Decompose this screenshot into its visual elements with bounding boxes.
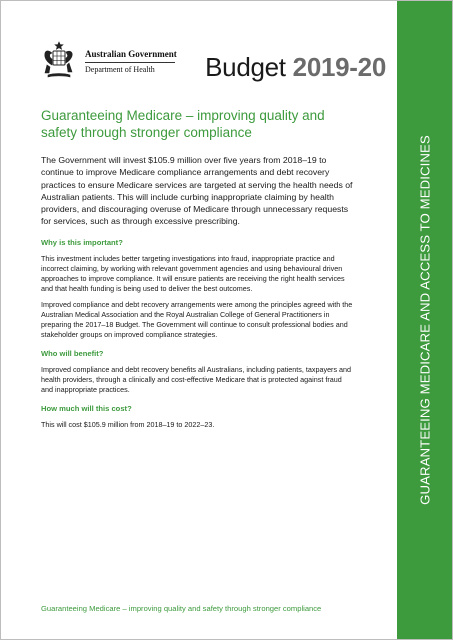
why-paragraph-2: Improved compliance and debt recovery arrangements were among the principles agreed with the Australian Medical Association and the Royal Australian College of General Practitioners in preparing the 2017–18 Budget. The Government will continue to consult professional bodies and stakeholder groups on improved compliance strategies. (41, 299, 353, 339)
cost-paragraph: This will cost $105.9 million from 2018–19 to 2022–23. (41, 419, 215, 429)
budget-year: 2019-20 (292, 52, 386, 82)
section-heading-cost: How much will this cost? (41, 403, 132, 413)
main-content (41, 107, 355, 436)
who-paragraph: Improved compliance and debt recovery benefits all Australians, including patients, taxpayers and health providers, through a clinically and cost-effective Medicare that is protected against fraud and inappropriate practices. (41, 364, 352, 394)
budget-word: Budget (205, 52, 286, 82)
page-footer: Guaranteeing Medicare – improving quality and safety through stronger compliance (41, 604, 322, 613)
page-header (41, 41, 386, 85)
government-name: Australian Government (85, 49, 177, 59)
government-logo-text (85, 49, 177, 75)
department-name: Department of Health (85, 65, 155, 74)
topic-sidebar (397, 1, 452, 639)
budget-title (205, 53, 386, 81)
why-paragraph-1: This investment includes better targeting investigations into fraud, inappropriate practice and incorrect claiming, by working with relevant government agencies and using behavioural driven approaches to improve compliance. It will ensure patients are receiving the right health services and that health funding is being used to deliver the best outcomes. (41, 253, 345, 293)
section-heading-who: Who will benefit? (41, 348, 104, 358)
logo-divider (85, 62, 175, 63)
section-heading-why: Why is this important? (41, 237, 123, 247)
page-title: Guaranteeing Medicare – improving quality and safety through stronger compliance (41, 108, 325, 140)
intro-paragraph: The Government will invest $105.9 million over five years from 2018–19 to continue to improve Medicare compliance arrangements and debt recovery practices to ensure Medicare services are targeted at serving the health needs of Australian patients. This will include curbing inappropriate claiming by health providers, and discouraging overuse of Medicare through unnecessary requests for services, such as through excessive prescribing. (41, 155, 353, 227)
coat-of-arms-icon (41, 41, 77, 79)
sidebar-label: GUARANTEEING MEDICARE AND ACCESS TO MEDICINES (417, 135, 432, 505)
